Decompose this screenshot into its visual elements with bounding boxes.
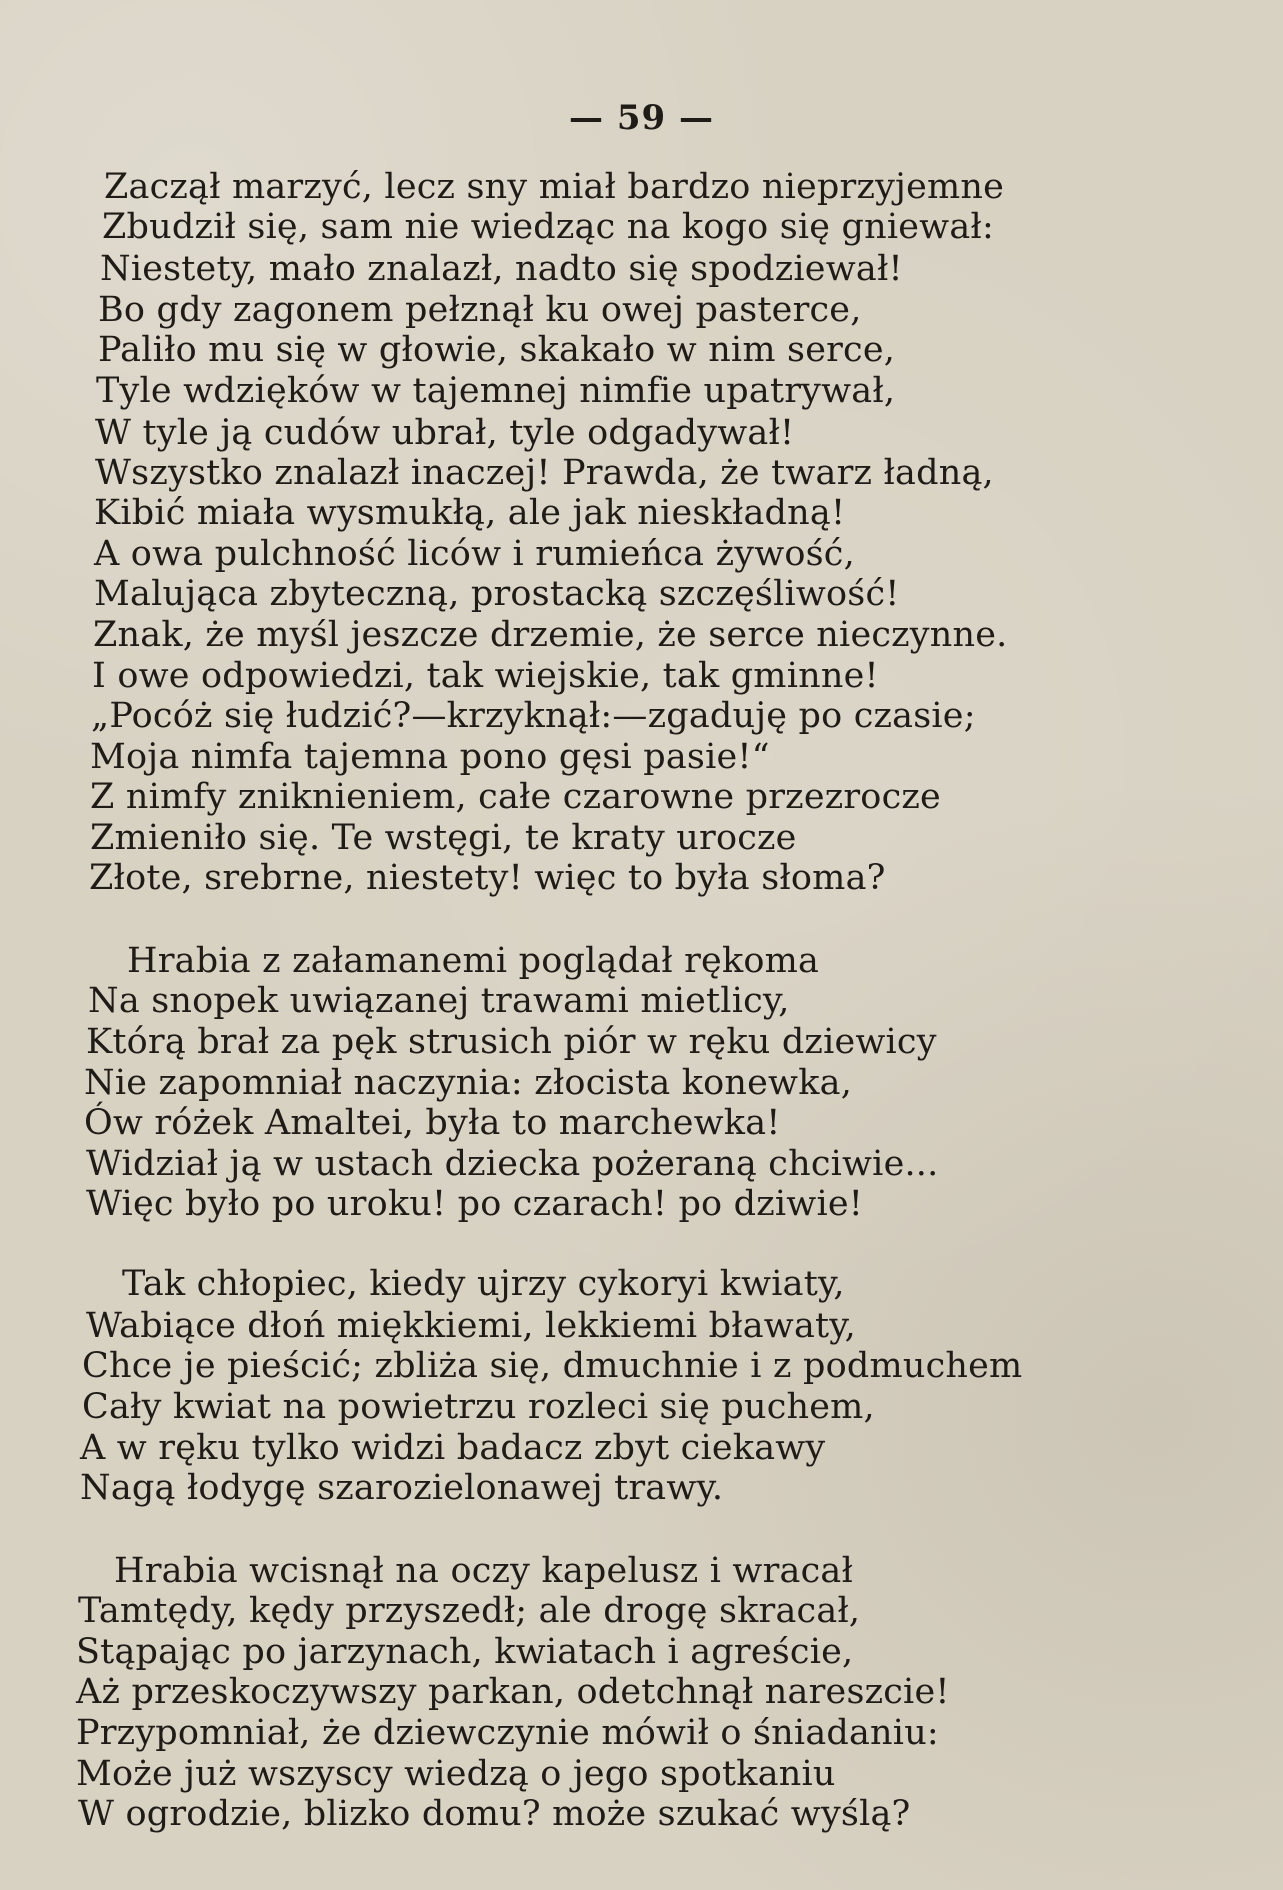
text-line: Wszystko znalazł inaczej! Prawda, że twarz ładną,: [95, 453, 994, 493]
text-line: A owa pulchność liców i rumieńca żywość,: [94, 534, 855, 574]
text-line: I owe odpowiedzi, tak wiejskie, tak gminne!: [92, 656, 879, 696]
text-line: Moja nimfa tajemna pono gęsi pasie!“: [90, 737, 770, 777]
text-line: Aż przeskoczywszy parkan, odetchnął nareszcie!: [76, 1672, 950, 1712]
text-line: Nagą łodygę szarozielonawej trawy.: [80, 1468, 724, 1508]
text-line: Tamtędy, kędy przyszedł; ale drogę skracał,: [78, 1591, 861, 1631]
text-line: Znak, że myśl jeszcze drzemie, że serce nieczynne.: [93, 615, 1008, 655]
text-line: Może już wszyscy wiedzą o jego spotkaniu: [76, 1754, 836, 1794]
text-line: Zaczął marzyć, lecz sny miał bardzo nieprzyjemne: [104, 167, 1005, 207]
text-line: W tyle ją cudów ubrał, tyle odgadywał!: [95, 413, 795, 453]
text-line: Tyle wdzięków w tajemnej nimfie upatrywał,: [96, 371, 896, 411]
text-line: Przypomniał, że dziewczynie mówił o śniadaniu:: [76, 1713, 939, 1753]
text-line: Zbudził się, sam nie wiedząc na kogo się gniewał:: [102, 207, 994, 247]
text-line: Którą brał za pęk strusich piór w ręku dziewicy: [86, 1022, 937, 1062]
text-line: Cały kwiat na powietrzu rozleci się puchem,: [82, 1387, 875, 1427]
text-line: Paliło mu się w głowie, skakało w nim serce,: [98, 330, 896, 370]
text-line: Chce je pieścić; zbliża się, dmuchnie i z podmuchem: [82, 1346, 1023, 1386]
text-line: Hrabia z załamanemi poglądał rękoma: [127, 941, 820, 981]
text-line: Na snopek uwiązanej trawami mietlicy,: [88, 981, 790, 1021]
page-number: — 59 —: [569, 98, 714, 138]
text-line: „Pocóż się łudzić?—krzyknął:—zgaduję po czasie;: [91, 696, 976, 736]
text-line: A w ręku tylko widzi badacz zbyt ciekawy: [80, 1428, 826, 1468]
text-line: Widział ją w ustach dziecka pożeraną chciwie...: [86, 1144, 939, 1184]
text-line: Hrabia wcisnął na oczy kapelusz i wracał: [114, 1551, 854, 1591]
text-line: Zmieniło się. Te wstęgi, te kraty urocze: [90, 818, 797, 858]
text-line: Nie zapomniał naczynia: złocista konewka,: [84, 1063, 853, 1103]
text-line: W ogrodzie, blizko domu? może szukać wyślą?: [78, 1794, 911, 1834]
text-line: Tak chłopiec, kiedy ujrzy cykoryi kwiaty,: [122, 1264, 845, 1304]
text-line: Z nimfy zniknieniem, całe czarowne przezrocze: [90, 777, 941, 817]
text-line: Malująca zbyteczną, prostacką szczęśliwość!: [94, 574, 900, 614]
text-line: Niestety, mało znalazł, nadto się spodziewał!: [100, 249, 903, 289]
text-line: Wabiące dłoń miękkiemi, lekkiemi bławaty,: [86, 1306, 856, 1346]
text-line: Stąpając po jarzynach, kwiatach i agreście,: [76, 1632, 854, 1672]
text-line: Złote, srebrne, niestety! więc to była słoma?: [89, 858, 886, 898]
text-line: Więc było po uroku! po czarach! po dziwie!: [86, 1184, 864, 1224]
text-line: Kibić miała wysmukłą, ale jak nieskładną!: [94, 493, 846, 533]
text-line: Bo gdy zagonem pełznął ku owej pasterce,: [98, 290, 862, 330]
text-line: Ów różek Amaltei, była to marchewka!: [84, 1103, 781, 1143]
